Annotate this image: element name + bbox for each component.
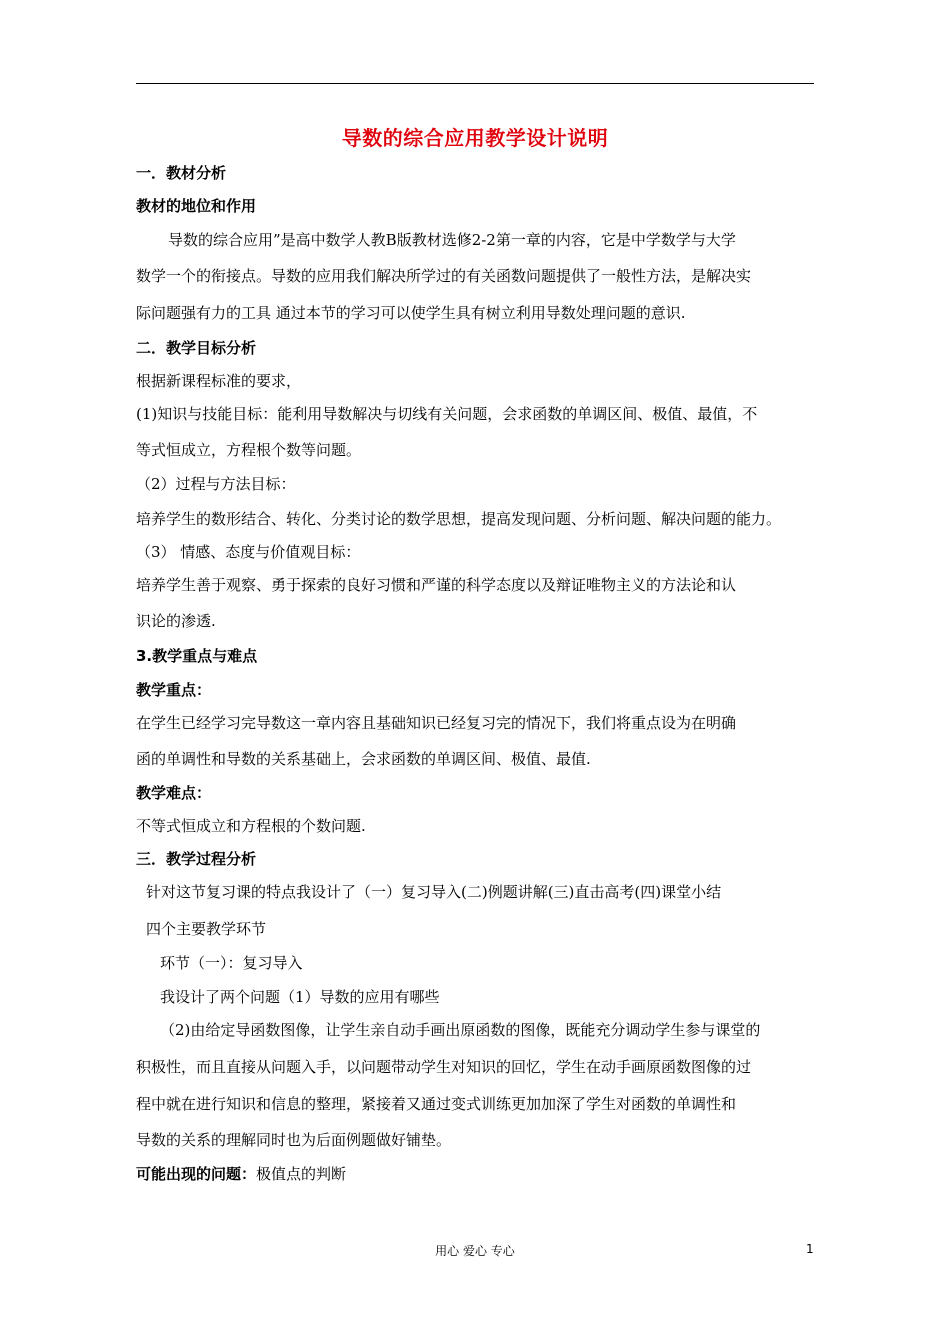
footer-motto: 用心 爱心 专心 bbox=[435, 1244, 515, 1258]
possible-problem-label: 可能出现的问题： bbox=[136, 1165, 257, 1183]
paragraph-line: 不等式恒成立和方程根的个数问题. bbox=[136, 817, 366, 835]
difficulty-label: 教学难点： bbox=[136, 784, 212, 802]
paragraph-line: （3） 情感、态度与价值观目标： bbox=[136, 543, 361, 561]
paragraph-line: 识论的渗透. bbox=[136, 612, 216, 630]
paragraph-line: 导数的综合应用”是高中数学人教B版教材选修2-2第一章的内容，它是中学数学与大学 bbox=[168, 231, 736, 249]
page-number: 1 bbox=[806, 1242, 814, 1256]
section-heading-3: 3.教学重点与难点 bbox=[136, 647, 258, 665]
possible-problem-text: 极值点的判断 bbox=[256, 1165, 347, 1183]
paragraph-line: 在学生已经学习完导数这一章内容且基础知识已经复习完的情况下，我们将重点设为在明确 bbox=[136, 714, 737, 732]
paragraph-line: 四个主要教学环节 bbox=[146, 920, 267, 938]
paragraph-line: 际问题强有力的工具 通过本节的学习可以使学生具有树立利用导数处理问题的意识. bbox=[136, 304, 686, 322]
paragraph-line: 程中就在进行知识和信息的整理，紧接着又通过变式训练更加加深了学生对函数的单调性和 bbox=[136, 1095, 737, 1113]
paragraph-line: 针对这节复习课的特点我设计了（一）复习导入(二)例题讲解(三)直击高考(四)课堂小结 bbox=[146, 883, 722, 901]
key-point-label: 教学重点： bbox=[136, 681, 212, 699]
paragraph-line: （2）过程与方法目标： bbox=[136, 475, 296, 493]
paragraph-line: 根据新课程标准的要求， bbox=[136, 372, 302, 390]
paragraph-line: 导数的关系的理解同时也为后面例题做好铺垫。 bbox=[136, 1131, 452, 1149]
subsection-heading: 教材的地位和作用 bbox=[136, 197, 257, 215]
possible-problem-line bbox=[136, 1164, 346, 1184]
paragraph-line: 培养学生善于观察、勇于探索的良好习惯和严谨的科学态度以及辩证唯物主义的方法论和认 bbox=[136, 576, 737, 594]
paragraph-line: 数学一个的衔接点。导数的应用我们解决所学过的有关函数问题提供了一般性方法，是解决实 bbox=[136, 267, 752, 285]
header-rule bbox=[136, 83, 814, 84]
paragraph-line: 等式恒成立，方程根个数等问题。 bbox=[136, 441, 362, 459]
section-heading-2: 二．教学目标分析 bbox=[136, 339, 257, 357]
paragraph-line: (1)知识与技能目标：能利用导数解决与切线有关问题，会求函数的单调区间、极值、最值，不 bbox=[136, 405, 758, 423]
paragraph-line: 环节（一）：复习导入 bbox=[160, 954, 303, 972]
paragraph-line: 积极性，而且直接从问题入手，以问题带动学生对知识的回忆，学生在动手画原函数图像的过 bbox=[136, 1058, 752, 1076]
section-heading-1: 一．教材分析 bbox=[136, 164, 227, 182]
paragraph-line: （2)由给定导函数图像，让学生亲自动手画出原函数的图像，既能充分调动学生参与课堂的 bbox=[160, 1021, 761, 1039]
paragraph-line: 函的单调性和导数的关系基础上，会求函数的单调区间、极值、最值. bbox=[136, 750, 591, 768]
paragraph-line: 培养学生的数形结合、转化、分类讨论的数学思想，提高发现问题、分析问题、解决问题的能力。 bbox=[136, 510, 782, 528]
page-title: 导数的综合应用教学设计说明 bbox=[341, 126, 609, 150]
section-heading-4: 三．教学过程分析 bbox=[136, 850, 257, 868]
paragraph-line: 我设计了两个问题（1）导数的应用有哪些 bbox=[160, 988, 440, 1006]
